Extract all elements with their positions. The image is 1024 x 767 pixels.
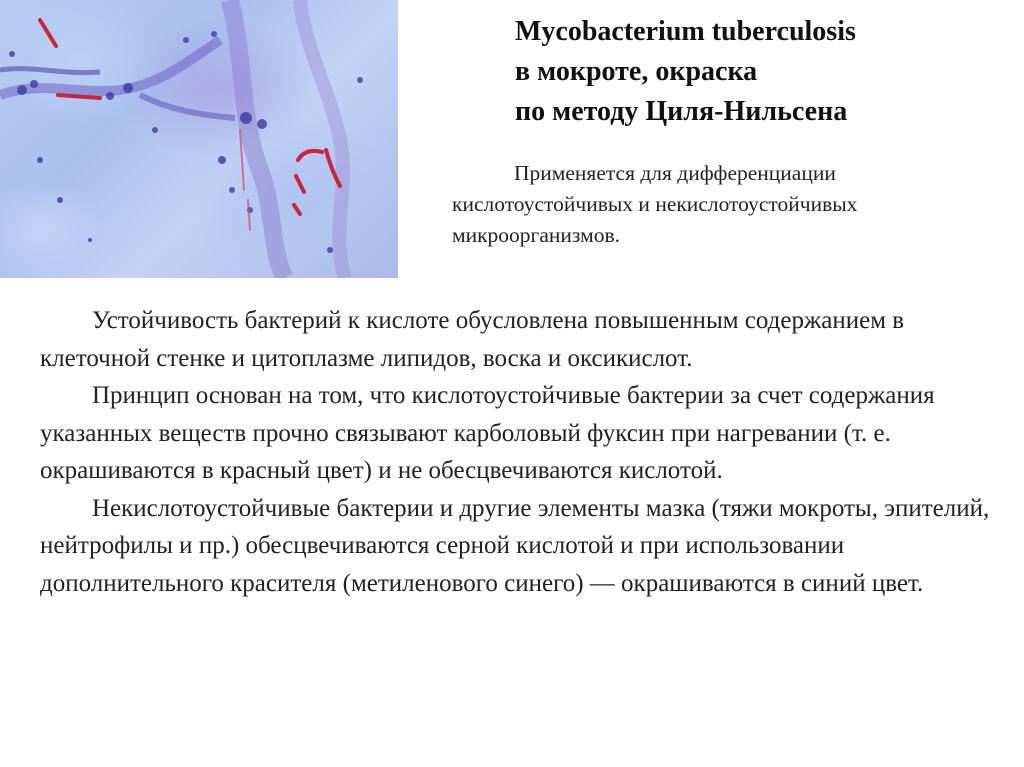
paragraph-non-acid-fast: Некислотоустойчивые бактерии и другие элементы мазка (тяжи мокроты, эпителий, нейтрофилы и пр.) обесцвечиваются серной кислотой и при использовании дополнительного красителя (метиленового синего) — окрашиваются в синий цвет.	[40, 494, 990, 597]
stained-smear-illustration	[0, 0, 398, 278]
micrograph-image	[0, 0, 398, 278]
intro-paragraph: Применяется для дифференциации кислотоустойчивых и некислотоустойчивых микроорганизмов.	[452, 161, 858, 247]
intro-text	[452, 158, 1012, 251]
paragraph-principle: Принцип основан на том, что кислотоустойчивые бактерии за счет содержания указанных веществ прочно связывают карболовый фуксин при нагревании (т. е. окрашиваются в красный цвет) и не обесцвечиваются кислотой.	[40, 382, 935, 484]
title-line-1: Mycobacterium tuberculosis	[515, 16, 856, 47]
title-line-3: по методу Циля-Нильсена	[515, 96, 848, 127]
slide-title	[515, 12, 856, 132]
body-text	[40, 302, 1000, 602]
title-line-2: в мокроте, окраска	[515, 56, 758, 87]
paragraph-acid-resistance: Устойчивость бактерий к кислоте обусловлена повышенным содержанием в клеточной стенке и цитоплазме липидов, воска и оксикислот.	[40, 307, 905, 372]
